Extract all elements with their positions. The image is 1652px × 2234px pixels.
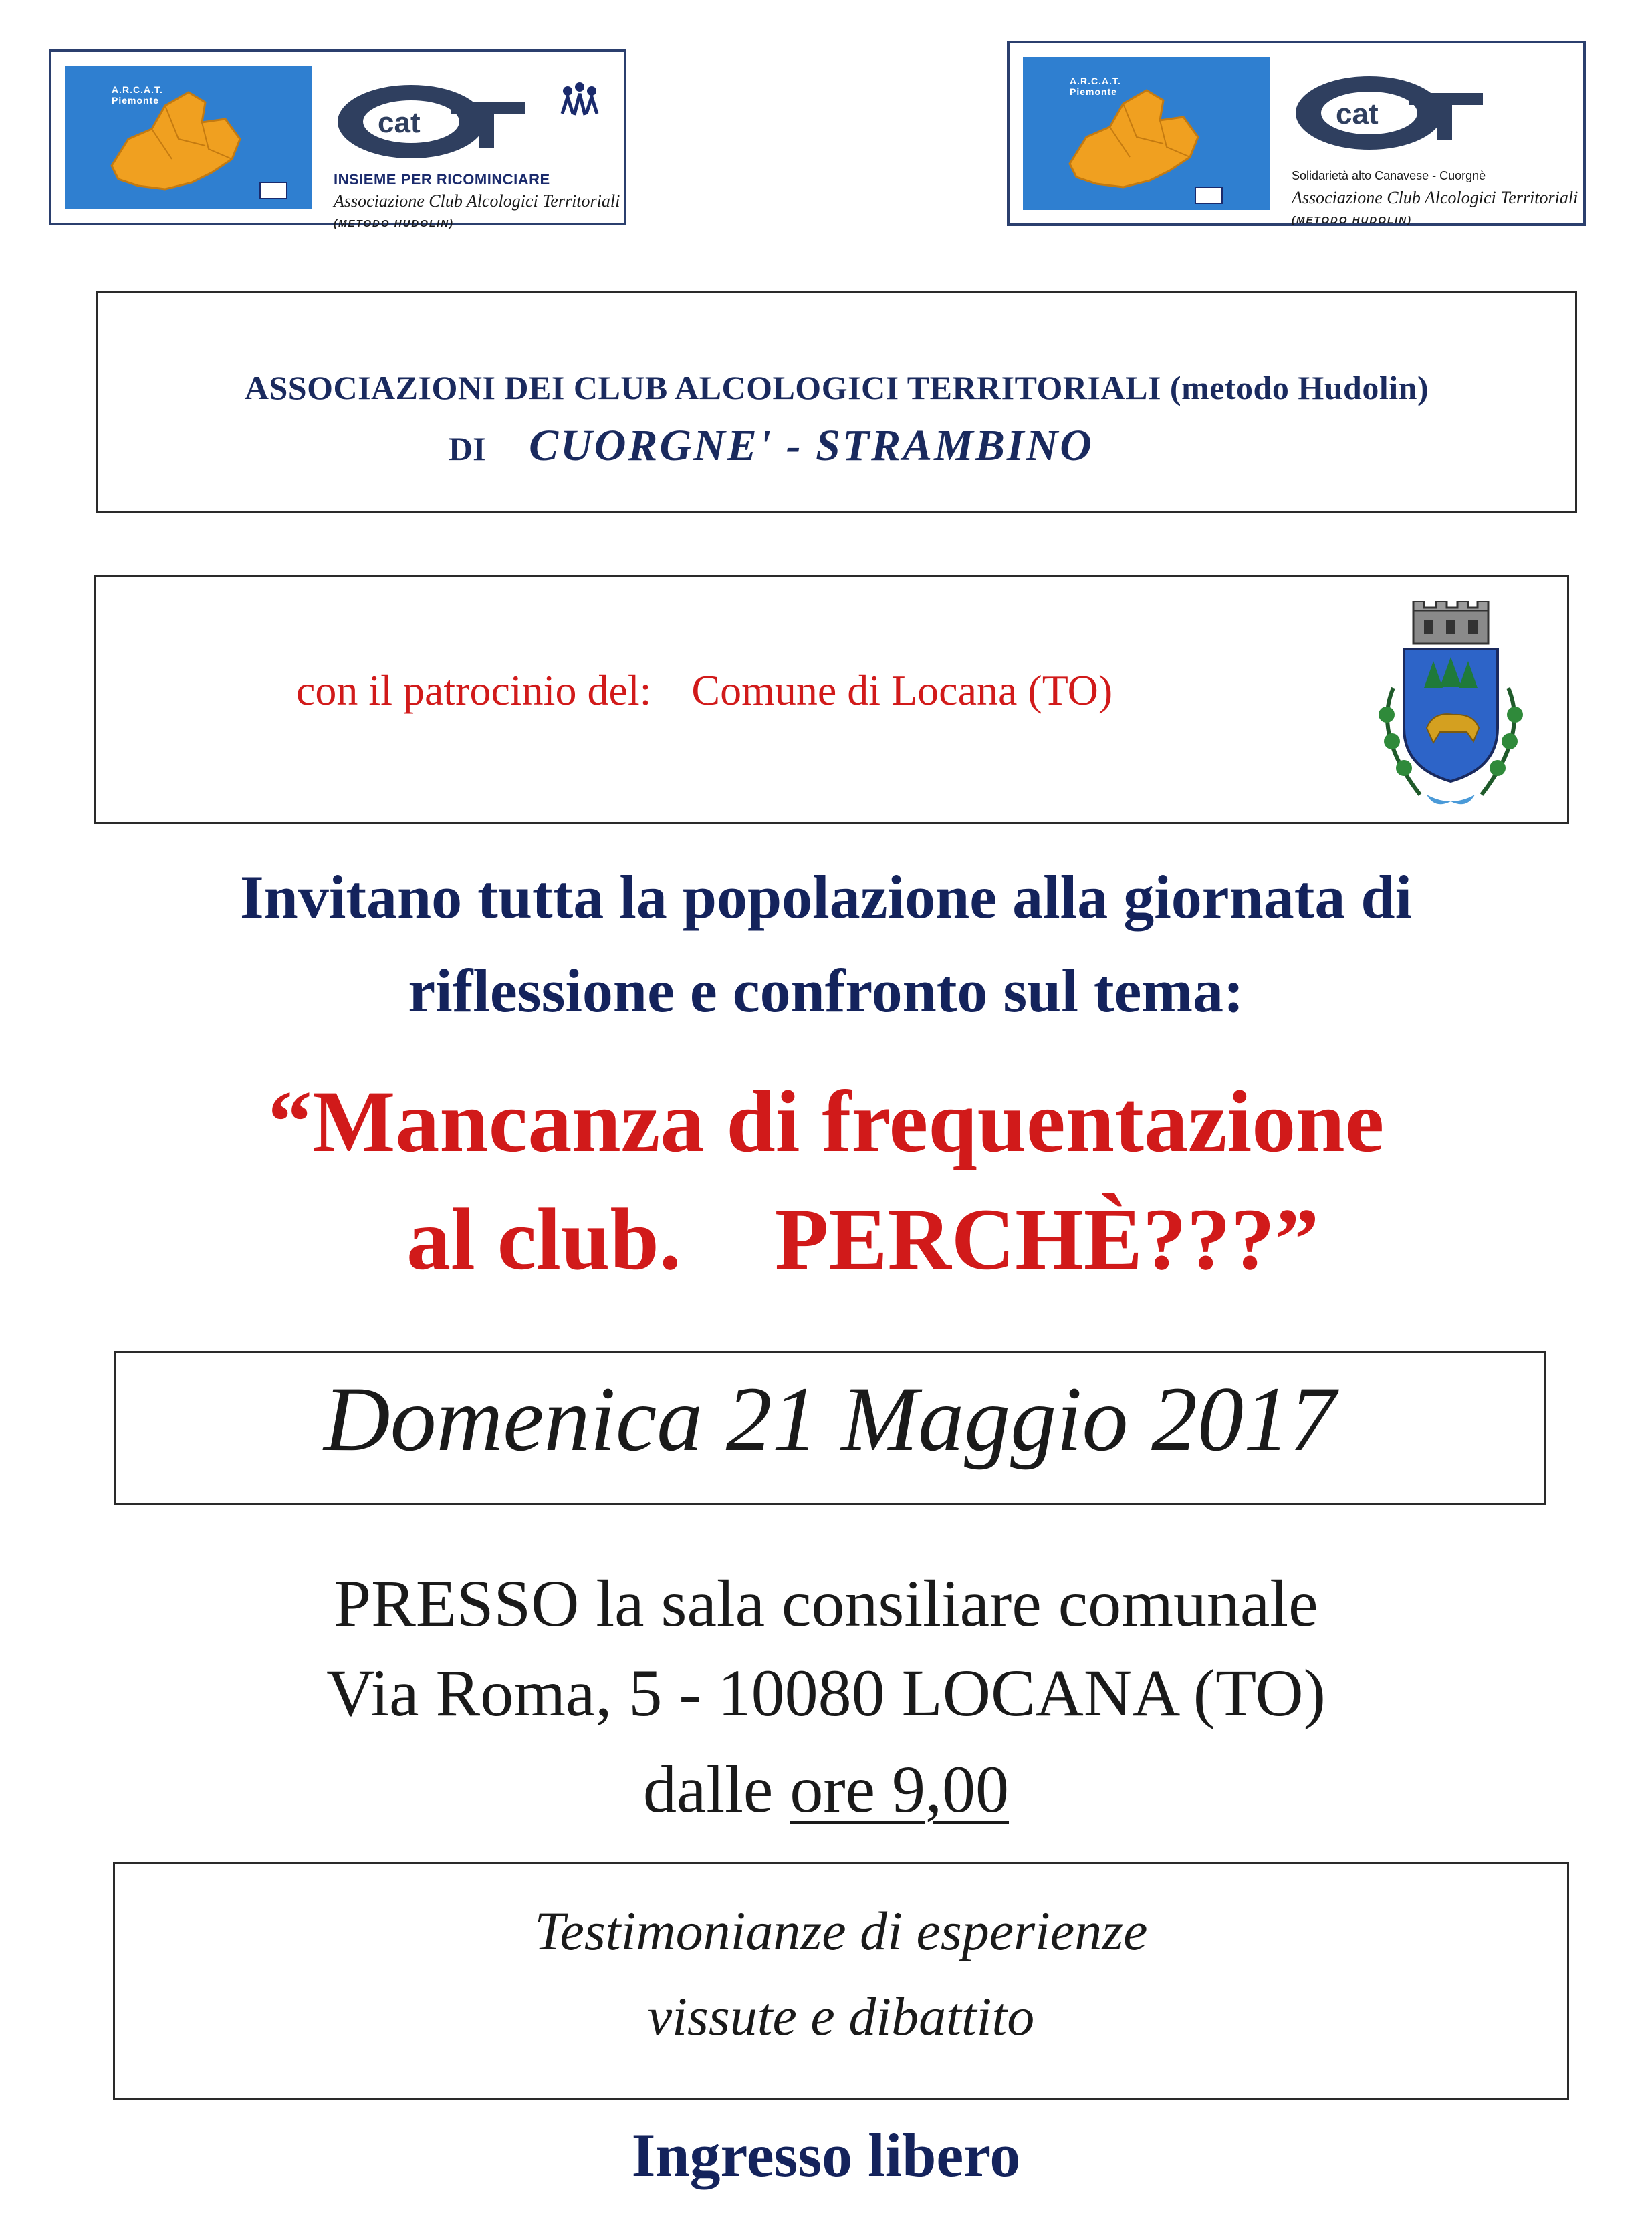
logo-left-tagline: INSIEME PER RICOMINCIARE — [334, 171, 550, 188]
invite-line-2: riflessione e confronto sul tema: — [408, 957, 1244, 1025]
arcat-label-left: A.R.C.A.T. Piemonte — [112, 84, 163, 106]
location-line-1: PRESSO la sala consiliare comunale — [334, 1566, 1318, 1640]
location-line-2: Via Roma, 5 - 10080 LOCANA (TO) — [326, 1656, 1326, 1730]
associations-title: ASSOCIAZIONI DEI CLUB ALCOLOGICI TERRITORIALI (metodo Hudolin) — [244, 369, 1429, 406]
cat-logo-icon — [1289, 66, 1490, 160]
associations-box — [96, 291, 1577, 513]
logo-right — [1007, 41, 1586, 226]
patronage-entity: Comune di Locana (TO) — [691, 666, 1113, 714]
associations-cities-line — [449, 420, 1094, 471]
theme-line-1: “Mancanza di frequentazione — [267, 1072, 1385, 1170]
arcat-label-right: A.R.C.A.T. Piemonte — [1070, 76, 1121, 98]
svg-text:cat: cat — [1336, 98, 1379, 130]
logo-left-association: Associazione Club Alcologici Territoriali — [334, 191, 620, 211]
time-prefix: dalle — [642, 1752, 774, 1826]
comune-locana-crest-icon — [1367, 601, 1535, 815]
patronage-label: con il patrocinio del: — [296, 666, 652, 714]
logo-left-method: (METODO HUDOLIN) — [334, 218, 455, 229]
cat-logo-icon — [331, 75, 532, 168]
di-label: DI — [449, 430, 486, 467]
svg-text:cat: cat — [378, 106, 421, 139]
cities-name: CUORGNE' - STRAMBINO — [529, 421, 1094, 470]
free-entry: Ingresso libero — [631, 2121, 1021, 2189]
logo-right-method: (METODO HUDOLIN) — [1292, 215, 1413, 226]
piemonte-map-icon — [1023, 57, 1270, 214]
piemonte-map-icon — [65, 66, 312, 209]
theme-perche: PERCHÈ???” — [774, 1190, 1319, 1288]
theme-line-2 — [0, 1190, 1652, 1288]
theme-club: al club. — [406, 1190, 681, 1288]
event-time: ore 9,00 — [790, 1752, 1010, 1826]
piemonte-map-panel — [1023, 57, 1270, 210]
event-date: Domenica 21 Maggio 2017 — [324, 1368, 1336, 1470]
date-box — [114, 1351, 1546, 1505]
program-line-1: Testimonianze di esperienze — [534, 1900, 1148, 1961]
program-box — [113, 1862, 1569, 2100]
family-emblem-icon — [553, 67, 606, 123]
logo-right-tagline: Solidarietà alto Canavese - Cuorgnè — [1292, 169, 1486, 182]
patronage-box — [94, 575, 1569, 824]
program-line-2: vissute e dibattito — [647, 1986, 1035, 2047]
location-line-3 — [0, 1752, 1652, 1826]
patronage-line — [296, 666, 1112, 715]
logo-right-association: Associazione Club Alcologici Territoriali — [1292, 188, 1578, 207]
logo-left — [49, 49, 626, 229]
invite-line-1: Invitano tutta la popolazione alla giornata di — [239, 863, 1413, 931]
piemonte-map-panel — [65, 66, 312, 209]
